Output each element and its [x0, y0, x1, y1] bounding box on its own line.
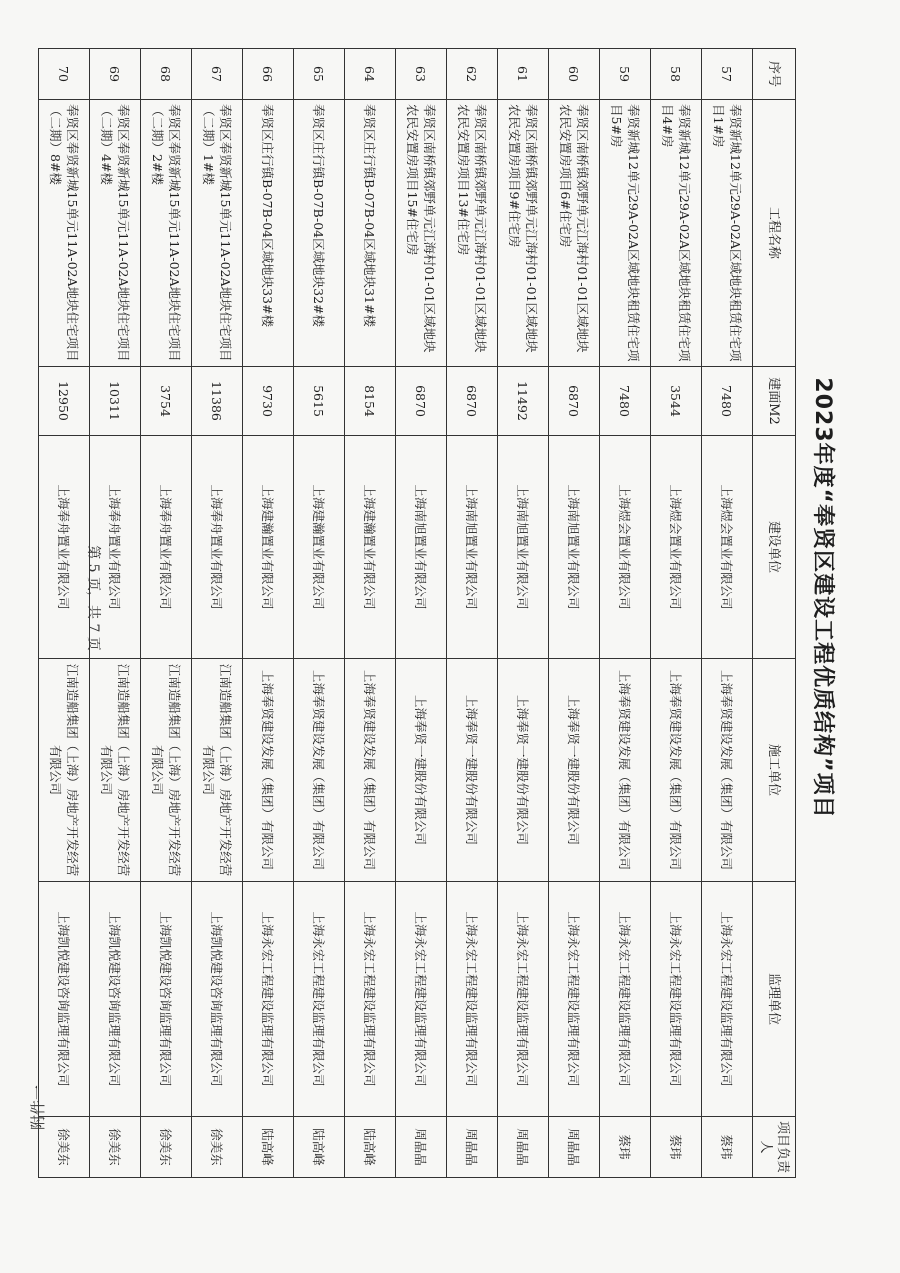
- cell-no: 58: [651, 49, 702, 100]
- projects-table: [38, 48, 796, 1178]
- cell-no: 61: [498, 49, 549, 100]
- rotated-page: [48, 48, 848, 1218]
- cell-no: 59: [600, 49, 651, 100]
- cell-contractor: 上海奉贤一建股份有限公司: [549, 659, 600, 882]
- cell-area: 7480: [702, 367, 753, 436]
- cell-developer: 上海煜会置业有限公司: [600, 436, 651, 659]
- cell-no: 70: [39, 49, 90, 100]
- cell-contractor: 上海奉贤建设发展（集团）有限公司: [294, 659, 345, 882]
- cell-contractor: 上海奉贤一建股份有限公司: [498, 659, 549, 882]
- cell-area: 6870: [549, 367, 600, 436]
- cell-developer: 上海奉舟置业有限公司: [39, 436, 90, 659]
- cell-contractor: 上海奉贤一建股份有限公司: [447, 659, 498, 882]
- header-supervisor: 监理单位: [753, 882, 796, 1117]
- table-row: [702, 49, 753, 1178]
- header-name: 工程名称: [753, 100, 796, 367]
- cell-supervisor: 上海永宏工程建设监理有限公司: [600, 882, 651, 1117]
- cell-manager: 蔡玮: [600, 1117, 651, 1178]
- cell-no: 60: [549, 49, 600, 100]
- cell-area: 9730: [243, 367, 294, 436]
- cell-supervisor: 上海永宏工程建设监理有限公司: [549, 882, 600, 1117]
- cell-developer: 上海煜会置业有限公司: [702, 436, 753, 659]
- table-row: [345, 49, 396, 1178]
- cell-no: 64: [345, 49, 396, 100]
- cell-area: 10311: [90, 367, 141, 436]
- cell-manager: 徐美东: [90, 1117, 141, 1178]
- cell-contractor: 上海奉贤建设发展（集团）有限公司: [702, 659, 753, 882]
- cell-supervisor: 上海永宏工程建设监理有限公司: [447, 882, 498, 1117]
- cell-developer: 上海建瀚置业有限公司: [294, 436, 345, 659]
- page-footer: 第 5 页，共 7 页: [85, 545, 101, 651]
- cell-area: 5615: [294, 367, 345, 436]
- cell-developer: 上海南旭置业有限公司: [498, 436, 549, 659]
- cell-contractor: 上海奉贤一建股份有限公司: [396, 659, 447, 882]
- cell-name: 奉贤区奉贤新城15单元11A-02A地块住宅项目（二期）1#楼: [192, 100, 243, 367]
- cell-contractor: 上海奉贤建设发展（集团）有限公司: [651, 659, 702, 882]
- cell-supervisor: 上海永宏工程建设监理有限公司: [396, 882, 447, 1117]
- header-developer: 建设单位: [753, 436, 796, 659]
- annex-label: 附件一: [29, 1084, 47, 1130]
- cell-manager: 陆高峰: [345, 1117, 396, 1178]
- cell-area: 11386: [192, 367, 243, 436]
- cell-manager: 周晶晶: [396, 1117, 447, 1178]
- cell-contractor: 上海奉贤建设发展（集团）有限公司: [345, 659, 396, 882]
- cell-name: 奉贤区庄行镇B-07B-04区域地块33#楼: [243, 100, 294, 367]
- cell-contractor: 江南造船集团（上海）房地产开发经营有限公司: [39, 659, 90, 882]
- cell-developer: 上海奉舟置业有限公司: [141, 436, 192, 659]
- cell-no: 62: [447, 49, 498, 100]
- cell-developer: 上海南旭置业有限公司: [396, 436, 447, 659]
- cell-name: 奉贤区南桥镇郊野单元江海村01-01区域地块农民安置房项目9#住宅房: [498, 100, 549, 367]
- cell-manager: 陆高峰: [243, 1117, 294, 1178]
- cell-developer: 上海南旭置业有限公司: [447, 436, 498, 659]
- cell-contractor: 上海奉贤建设发展（集团）有限公司: [600, 659, 651, 882]
- cell-manager: 蔡玮: [651, 1117, 702, 1178]
- cell-area: 8154: [345, 367, 396, 436]
- cell-supervisor: 上海凯悦建设咨询监理有限公司: [90, 882, 141, 1117]
- cell-no: 67: [192, 49, 243, 100]
- cell-manager: 徐美东: [192, 1117, 243, 1178]
- cell-contractor: 江南造船集团（上海）房地产开发经营有限公司: [141, 659, 192, 882]
- cell-contractor: 上海奉贤建设发展（集团）有限公司: [243, 659, 294, 882]
- cell-no: 69: [90, 49, 141, 100]
- cell-contractor: 江南造船集团（上海）房地产开发经营有限公司: [90, 659, 141, 882]
- cell-supervisor: 上海永宏工程建设监理有限公司: [294, 882, 345, 1117]
- table-row: [498, 49, 549, 1178]
- cell-name: 奉贤区南桥镇郊野单元江海村01-01区域地块农民安置房项目15#住宅房: [396, 100, 447, 367]
- cell-manager: 陆高峰: [294, 1117, 345, 1178]
- cell-area: 6870: [447, 367, 498, 436]
- cell-name: 奉贤区庄行镇B-07B-04区域地块32#楼: [294, 100, 345, 367]
- cell-no: 63: [396, 49, 447, 100]
- cell-supervisor: 上海凯悦建设咨询监理有限公司: [39, 882, 90, 1117]
- cell-area: 3544: [651, 367, 702, 436]
- table-row: [243, 49, 294, 1178]
- table-row: [396, 49, 447, 1178]
- cell-no: 65: [294, 49, 345, 100]
- table-row: [447, 49, 498, 1178]
- table-row: [192, 49, 243, 1178]
- table-row: [600, 49, 651, 1178]
- cell-name: 奉贤区南桥镇郊野单元江海村01-01区域地块农民安置房项目6#住宅房: [549, 100, 600, 367]
- cell-name: 奉贤区奉贤新城15单元11A-02A地块住宅项目（二期）2#楼: [141, 100, 192, 367]
- cell-no: 57: [702, 49, 753, 100]
- cell-name: 奉贤新城12单元29A-02A区域地块租赁住宅项目1#房: [702, 100, 753, 367]
- cell-developer: 上海煜会置业有限公司: [651, 436, 702, 659]
- cell-supervisor: 上海永宏工程建设监理有限公司: [702, 882, 753, 1117]
- cell-name: 奉贤新城12单元29A-02A区域地块租赁住宅项目5#房: [600, 100, 651, 367]
- cell-name: 奉贤区庄行镇B-07B-04区域地块31#楼: [345, 100, 396, 367]
- cell-developer: 上海奉舟置业有限公司: [90, 436, 141, 659]
- cell-supervisor: 上海凯悦建设咨询监理有限公司: [192, 882, 243, 1117]
- cell-manager: 徐美东: [141, 1117, 192, 1178]
- cell-developer: 上海建瀚置业有限公司: [243, 436, 294, 659]
- table-row: [294, 49, 345, 1178]
- cell-area: 6870: [396, 367, 447, 436]
- cell-supervisor: 上海永宏工程建设监理有限公司: [498, 882, 549, 1117]
- table-row: [39, 49, 90, 1178]
- cell-name: 奉贤区奉贤新城15单元11A-02A地块住宅项目（二期）4#楼: [90, 100, 141, 367]
- cell-name: 奉贤区南桥镇郊野单元江海村01-01区域地块农民安置房项目13#住宅房: [447, 100, 498, 367]
- cell-name: 奉贤区奉贤新城15单元11A-02A地块住宅项目（二期）8#楼: [39, 100, 90, 367]
- header-area: 建面M2: [753, 367, 796, 436]
- cell-name: 奉贤新城12单元29A-02A区域地块租赁住宅项目4#房: [651, 100, 702, 367]
- table-row: [651, 49, 702, 1178]
- cell-supervisor: 上海永宏工程建设监理有限公司: [345, 882, 396, 1117]
- cell-manager: 周晶晶: [549, 1117, 600, 1178]
- cell-manager: 周晶晶: [447, 1117, 498, 1178]
- cell-contractor: 江南造船集团（上海）房地产开发经营有限公司: [192, 659, 243, 882]
- table-header-row: [753, 49, 796, 1178]
- cell-area: 7480: [600, 367, 651, 436]
- cell-area: 3754: [141, 367, 192, 436]
- cell-no: 66: [243, 49, 294, 100]
- document-title: 2023年度“奉贤区建设工程优质结构”项目: [810, 377, 835, 819]
- cell-manager: 蔡玮: [702, 1117, 753, 1178]
- cell-supervisor: 上海永宏工程建设监理有限公司: [651, 882, 702, 1117]
- cell-developer: 上海南旭置业有限公司: [549, 436, 600, 659]
- cell-developer: 上海奉舟置业有限公司: [192, 436, 243, 659]
- header-manager: 项目负责人: [753, 1117, 796, 1178]
- cell-supervisor: 上海凯悦建设咨询监理有限公司: [141, 882, 192, 1117]
- cell-no: 68: [141, 49, 192, 100]
- cell-manager: 周晶晶: [498, 1117, 549, 1178]
- table-row: [141, 49, 192, 1178]
- header-no: 序号: [753, 49, 796, 100]
- cell-manager: 徐美东: [39, 1117, 90, 1178]
- cell-supervisor: 上海永宏工程建设监理有限公司: [243, 882, 294, 1117]
- cell-area: 12950: [39, 367, 90, 436]
- cell-area: 11492: [498, 367, 549, 436]
- table-row: [549, 49, 600, 1178]
- header-contractor: 施工单位: [753, 659, 796, 882]
- cell-developer: 上海建瀚置业有限公司: [345, 436, 396, 659]
